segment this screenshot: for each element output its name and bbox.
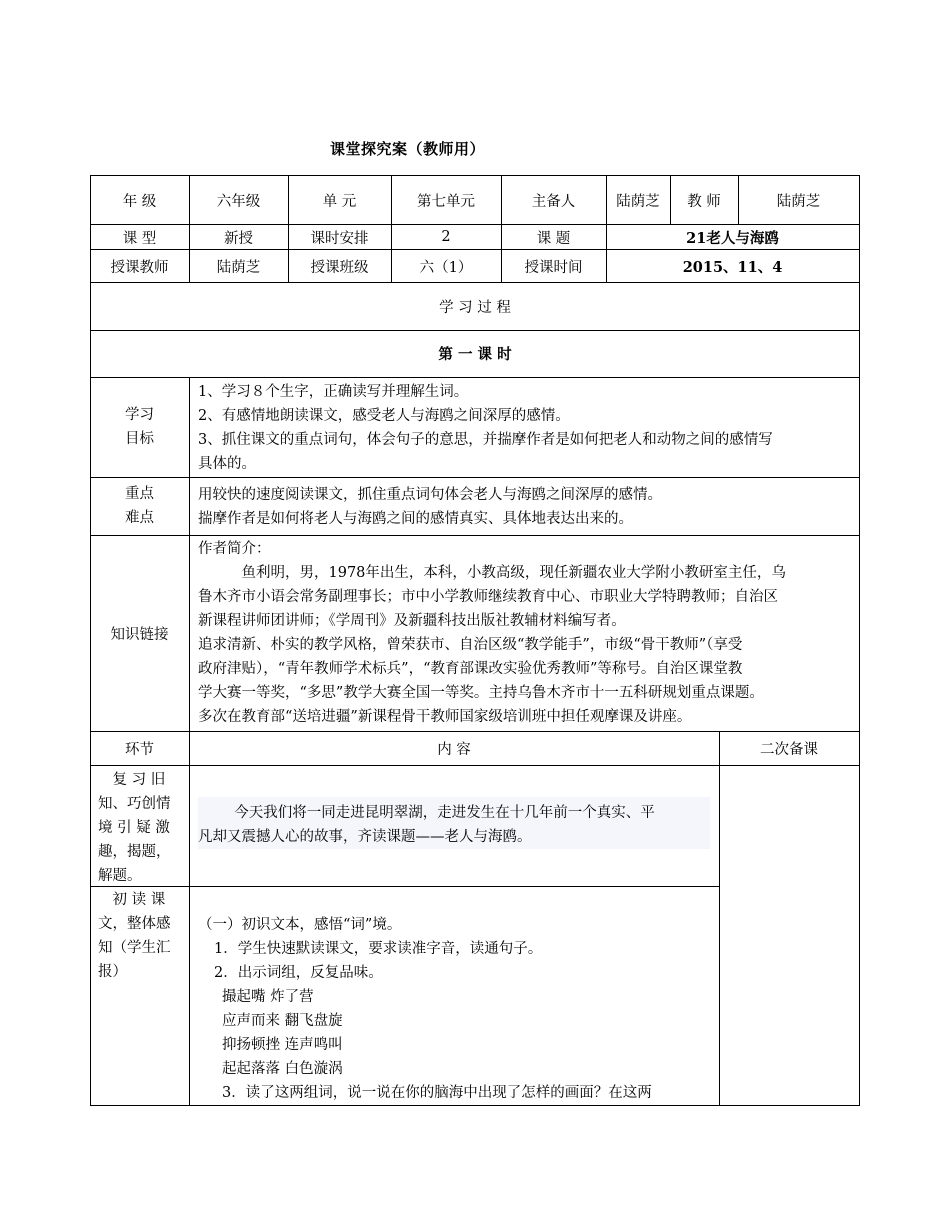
class-value: 六（1） bbox=[419, 259, 473, 276]
objective-line: 3、抓住课文的重点词句，体会句子的意思，并揣摩作者是如何把老人和动物之间的感情写 bbox=[198, 432, 773, 448]
objective-line: 2、有感情地朗读课文，感受老人与海鸥之间深厚的感情。 bbox=[198, 408, 570, 424]
key-points-label-line: 难点 bbox=[125, 510, 154, 526]
stage1-label-line: 复 习 旧 bbox=[112, 772, 166, 788]
table-rule bbox=[90, 477, 860, 478]
stage2-line: 1．学生快速默读课文，要求读准字音，读通句子。 bbox=[214, 941, 543, 957]
stage2-line: （一）初识文本，感悟“词”境。 bbox=[198, 917, 402, 933]
knowledge-line: 作者简介： bbox=[198, 541, 271, 557]
stage2-line: 2．出示词组，反复品味。 bbox=[214, 965, 383, 981]
grade-value: 六年级 bbox=[216, 193, 261, 210]
table-rule bbox=[90, 765, 860, 766]
stage-column-header: 环节 bbox=[125, 741, 154, 758]
objective-line: 1、学习８个生字，正确读写并理解生词。 bbox=[198, 384, 469, 400]
topic-value: 21老人与海鸥 bbox=[686, 229, 779, 247]
stage2-label-line: 初 读 课 bbox=[112, 892, 166, 908]
stage1-label-line: 解题。 bbox=[98, 868, 142, 884]
table-border-bottom bbox=[90, 1105, 860, 1106]
instructor-label: 授课教师 bbox=[110, 259, 169, 276]
stage2-content bbox=[198, 913, 652, 1105]
time-label: 授课时间 bbox=[524, 259, 583, 276]
type-value: 新授 bbox=[224, 230, 253, 247]
stage2-line: 抑扬顿挫 连声鸣叫 bbox=[222, 1037, 343, 1053]
stage1-content bbox=[198, 801, 655, 849]
topic-label: 课 题 bbox=[536, 230, 571, 247]
stage2-line: 3．读了这两组词，说一说在你的脑海中出现了怎样的画面？在这两 bbox=[222, 1085, 652, 1101]
objectives-label bbox=[90, 377, 189, 477]
knowledge-line: 政府津贴），“青年教师学术标兵”，“教育部课改实验优秀教师”等称号。自治区课堂教 bbox=[198, 661, 743, 677]
knowledge-line: 鱼利明，男，1978年出生，本科，小教高级，现任新疆农业大学附小教研室主任，乌 bbox=[241, 565, 786, 581]
table-rule bbox=[90, 377, 860, 378]
stage1-line: 今天我们将一同走进昆明翠湖，走进发生在十几年前一个真实、平 bbox=[234, 805, 655, 821]
key-points-label bbox=[90, 477, 189, 535]
stage1-label-line: 趣，揭题， bbox=[98, 844, 171, 860]
objectives-label-line: 目标 bbox=[125, 431, 154, 447]
knowledge-line: 多次在教育部“送培进疆”新课程骨干教师国家级培训班中担任观摩课及讲座。 bbox=[198, 709, 692, 725]
objectives-content bbox=[198, 380, 773, 476]
objective-line: 具体的。 bbox=[198, 456, 256, 472]
unit-value: 第七单元 bbox=[417, 193, 475, 210]
time-value: 2015、11、4 bbox=[682, 258, 783, 276]
knowledge-content bbox=[198, 537, 786, 729]
notes-column-header: 二次备课 bbox=[760, 741, 818, 758]
knowledge-label: 知识链接 bbox=[110, 626, 169, 643]
stage2-label-line: 文，整体感 bbox=[98, 916, 171, 932]
teacher-value: 陆荫芝 bbox=[776, 193, 821, 210]
lesson-heading: 第 一 课 时 bbox=[438, 346, 512, 363]
stage1-label-line: 境 引 疑 激 bbox=[98, 820, 170, 836]
key-points-content bbox=[198, 483, 662, 531]
type-label: 课 型 bbox=[122, 230, 157, 247]
preparer-label: 主备人 bbox=[531, 193, 576, 210]
stage2-label-line: 知（学生汇 bbox=[98, 940, 171, 956]
document-title: 课堂探究案（教师用） bbox=[330, 140, 486, 158]
stage2-label-line: 报） bbox=[98, 964, 127, 980]
objectives-label-line: 学习 bbox=[125, 407, 154, 423]
stage1-label-line: 知、巧创情 bbox=[98, 796, 171, 812]
key-point-line: 揣摩作者是如何将老人与海鸥之间的感情真实、具体地表达出来的。 bbox=[198, 511, 633, 527]
stage2-label bbox=[98, 888, 186, 984]
stage1-line: 凡却又震撼人心的故事，齐读课题——老人与海鸥。 bbox=[198, 829, 532, 845]
stage2-line: 应声而来 翻飞盘旋 bbox=[222, 1013, 343, 1029]
stage2-line: 撮起嘴 炸了营 bbox=[222, 989, 314, 1005]
knowledge-line: 鲁木齐市小语会常务副理事长；市中小学教师继续教育中心、市职业大学特聘教师；自治区 bbox=[198, 589, 778, 605]
stage1-label bbox=[98, 768, 186, 888]
knowledge-line: 学大赛一等奖，“多思”教学大赛全国一等奖。主持乌鲁木齐市十一五科研规划重点课题。 bbox=[198, 685, 764, 701]
grade-label: 年 级 bbox=[122, 193, 157, 210]
content-column-header: 内 容 bbox=[437, 741, 471, 758]
process-heading: 学 习 过 程 bbox=[439, 299, 511, 316]
hours-value: 2 bbox=[441, 229, 451, 245]
key-points-label-line: 重点 bbox=[125, 486, 154, 502]
teacher-label: 教 师 bbox=[687, 193, 721, 210]
stage2-line: 起起落落 白色漩涡 bbox=[222, 1061, 343, 1077]
knowledge-line: 新课程讲师团讲师；《学周刊》及新疆科技出版社教辅材料编写者。 bbox=[198, 613, 626, 629]
unit-label: 单 元 bbox=[322, 193, 357, 210]
key-point-line: 用较快的速度阅读课文，抓住重点词句体会老人与海鸥之间深厚的感情。 bbox=[198, 487, 662, 503]
knowledge-line: 追求清新、朴实的教学风格，曾荣获市、自治区级“教学能手”，市级“骨干教师”（享受 bbox=[198, 637, 743, 653]
hours-label: 课时安排 bbox=[310, 230, 369, 247]
preparer-value: 陆荫芝 bbox=[616, 193, 660, 210]
table-rule bbox=[90, 535, 860, 536]
instructor-value: 陆荫芝 bbox=[216, 259, 261, 276]
class-label: 授课班级 bbox=[310, 259, 369, 276]
table-rule bbox=[719, 731, 720, 1106]
